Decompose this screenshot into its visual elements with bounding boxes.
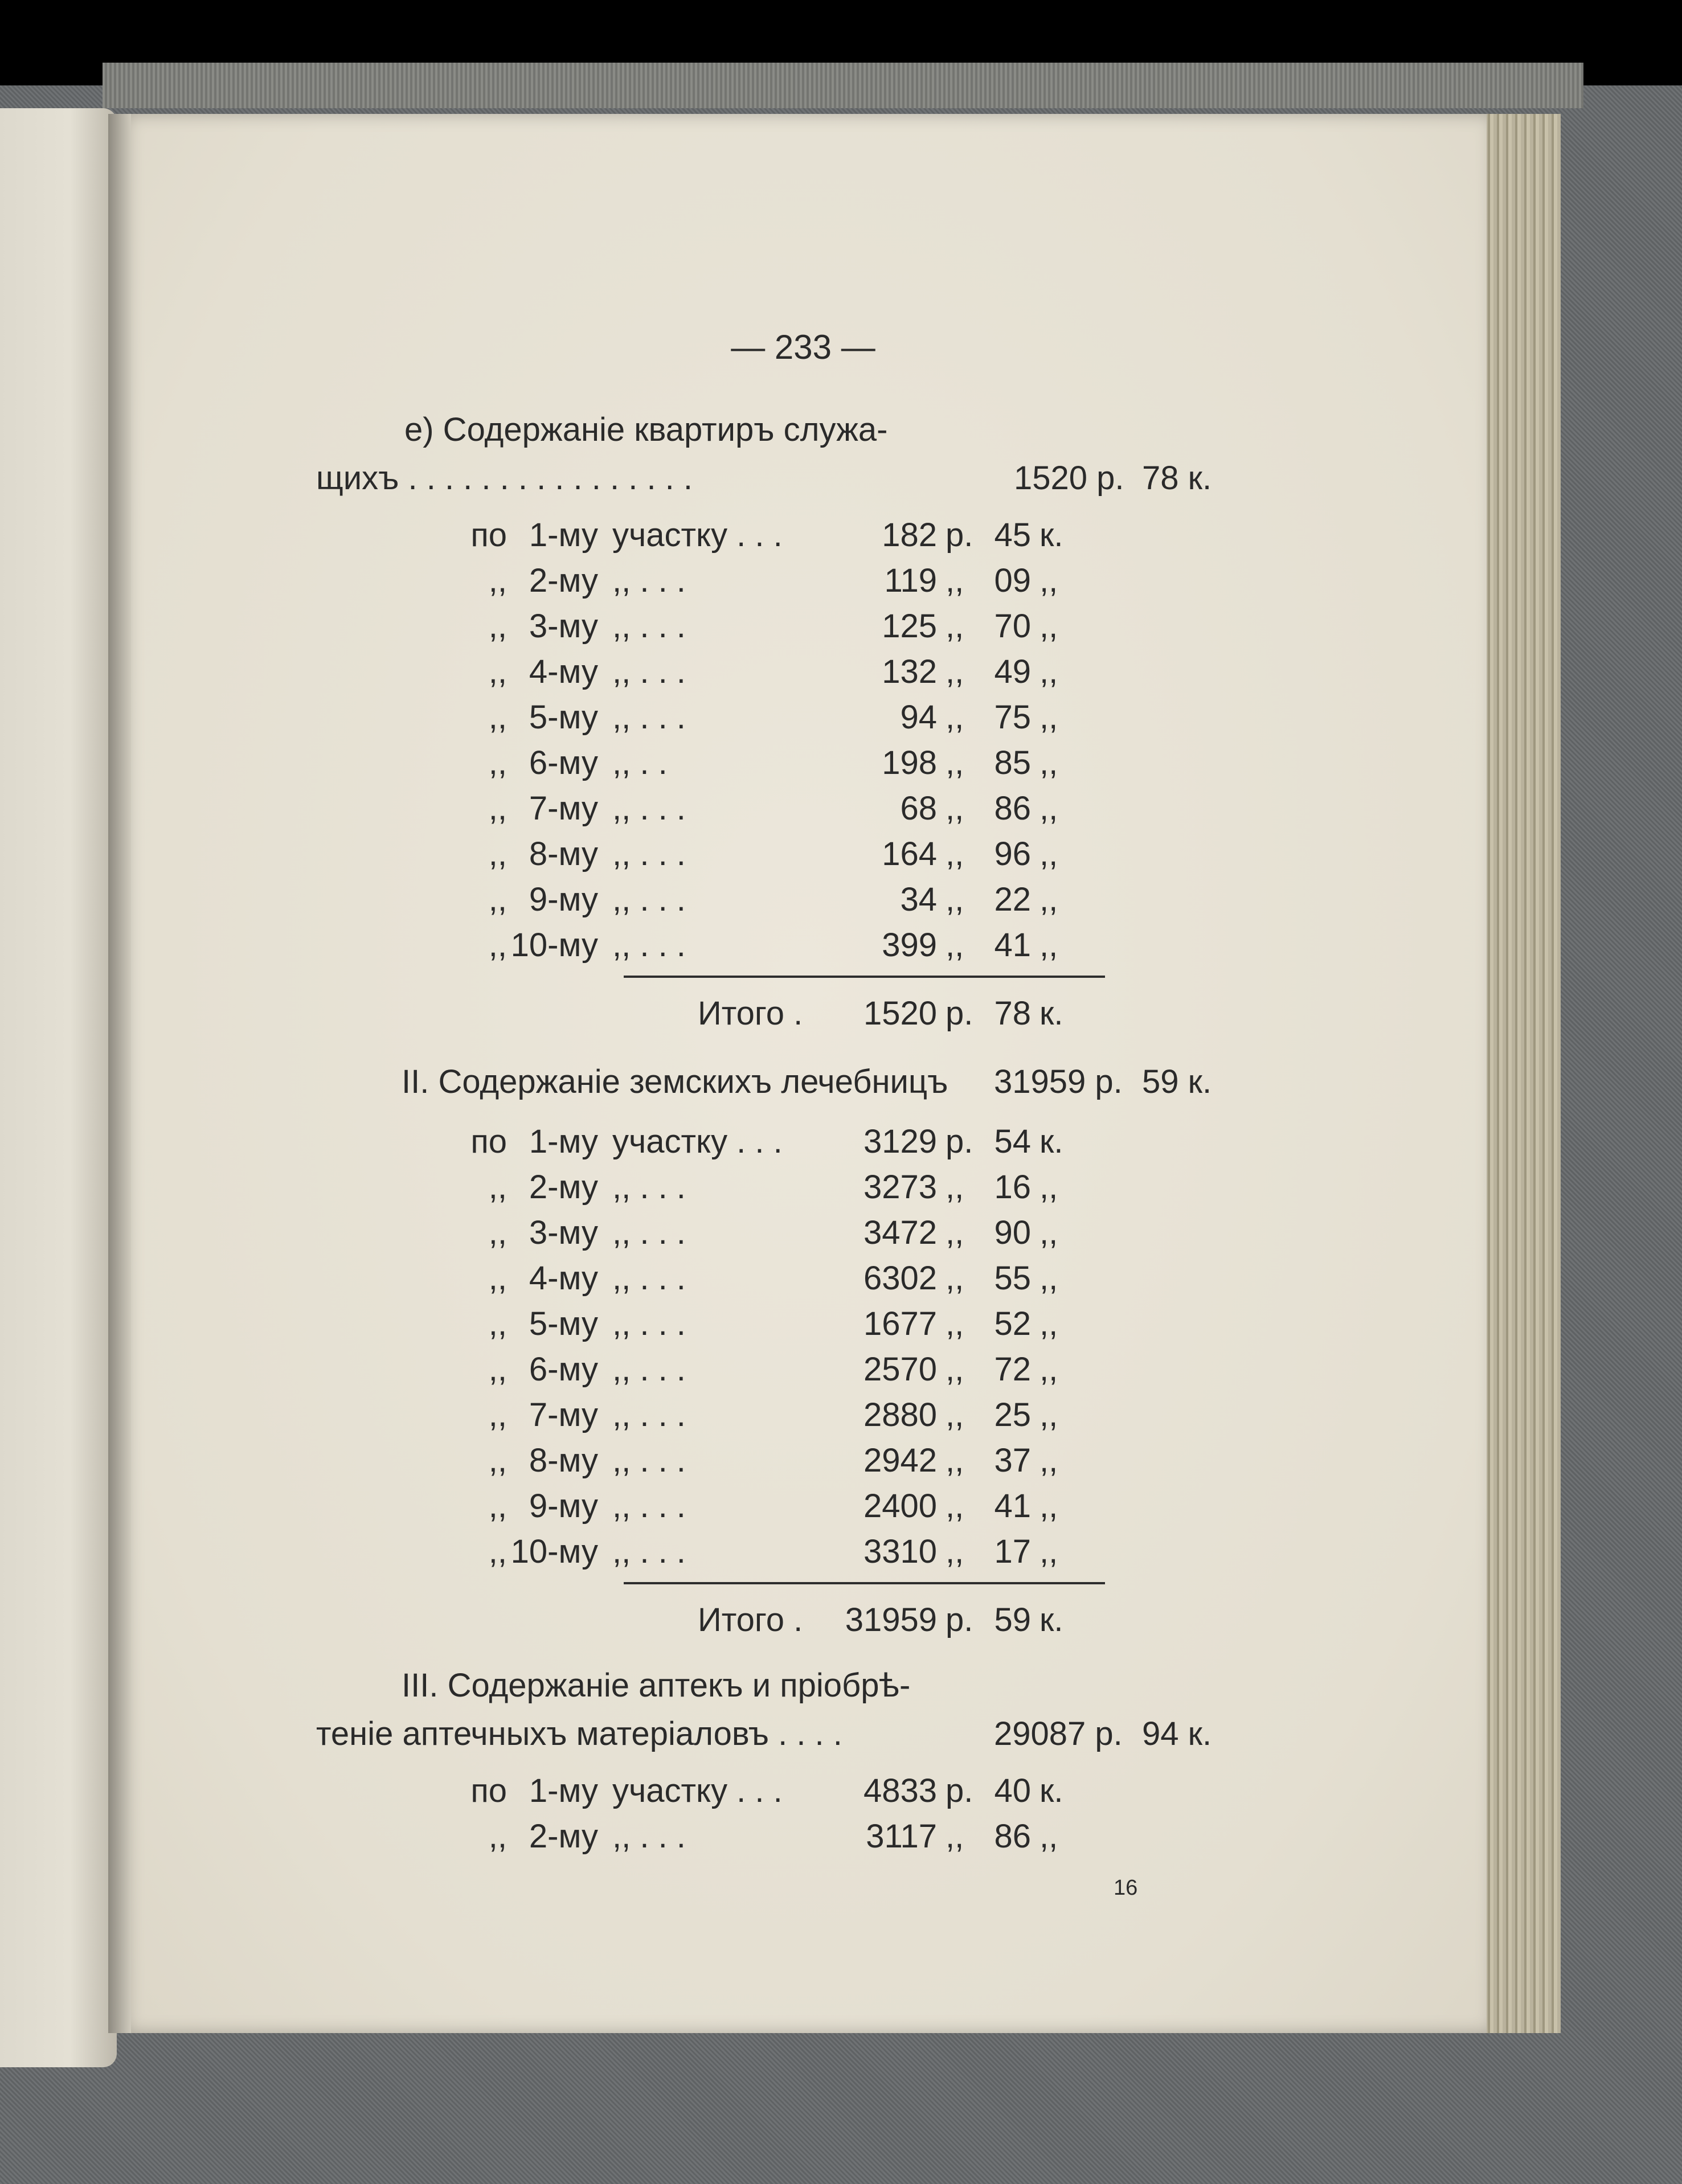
row-district-number: 8-му <box>529 1442 598 1479</box>
row-prefix: ,, <box>488 608 507 645</box>
row-district-label: ,, . . . <box>612 1351 686 1388</box>
row-prefix: по <box>470 1123 507 1160</box>
section-iii-total-kop: 94 к. <box>1142 1715 1212 1752</box>
section-e-heading-line2: щихъ . . . . . . . . . . . . . . . . <box>316 460 693 497</box>
row-rubles: 3310 <box>863 1533 937 1570</box>
itogo-rubles: 31959 <box>845 1601 937 1638</box>
row-kopeks: 54 <box>994 1123 1031 1160</box>
row-kopeks-unit: ,, <box>1040 699 1058 736</box>
row-kopeks: 70 <box>994 608 1031 645</box>
row-prefix: ,, <box>488 744 507 781</box>
row-kopeks-unit: ,, <box>1040 881 1058 918</box>
row-rubles: 399 <box>882 927 937 964</box>
row-kopeks: 25 <box>994 1396 1031 1433</box>
section-e-total-rule <box>624 976 1105 978</box>
row-kopeks-unit: ,, <box>1040 562 1058 599</box>
section-iii-heading-line2: теніе аптечныхъ матеріаловъ . . . . <box>316 1715 842 1752</box>
row-district-label: ,, . . . <box>612 790 686 827</box>
row-rubles-unit: ,, <box>946 1533 964 1570</box>
page-number: — 233 — <box>731 328 875 366</box>
row-kopeks-unit: ,, <box>1040 653 1058 690</box>
row-rubles: 125 <box>882 608 937 645</box>
row-kopeks-unit: ,, <box>1040 1533 1058 1570</box>
row-rubles: 2942 <box>863 1442 937 1479</box>
row-rubles-unit: р. <box>946 1123 973 1160</box>
section-iii-heading-line1: III. Содержаніе аптекъ и пріобрѣ- <box>402 1667 911 1704</box>
row-rubles: 6302 <box>863 1260 937 1297</box>
row-rubles-unit: ,, <box>946 835 964 872</box>
row-kopeks-unit: ,, <box>1040 790 1058 827</box>
row-rubles: 2400 <box>863 1488 937 1525</box>
section-iii-total: 29087 р. <box>994 1715 1123 1752</box>
section-e-total-kop: 78 к. <box>1142 460 1212 497</box>
row-kopeks: 86 <box>994 1818 1031 1855</box>
row-district-label: ,, . . . <box>612 653 686 690</box>
row-prefix: по <box>470 1772 507 1809</box>
row-district-number: 1-му <box>529 1123 598 1160</box>
row-rubles-unit: ,, <box>946 699 964 736</box>
row-rubles: 164 <box>882 835 937 872</box>
row-district-label: ,, . . . <box>612 1488 686 1525</box>
row-prefix: ,, <box>488 1305 507 1342</box>
row-district-number: 3-му <box>529 1214 598 1251</box>
row-prefix: ,, <box>488 790 507 827</box>
row-district-label: ,, . . . <box>612 1533 686 1570</box>
row-rubles: 198 <box>882 744 937 781</box>
row-kopeks: 49 <box>994 653 1031 690</box>
row-rubles-unit: ,, <box>946 790 964 827</box>
row-prefix: ,, <box>488 1533 507 1570</box>
row-rubles-unit: ,, <box>946 744 964 781</box>
row-rubles: 3472 <box>863 1214 937 1251</box>
row-prefix: ,, <box>488 1396 507 1433</box>
row-district-label: ,, . . . <box>612 1214 686 1251</box>
row-rubles-unit: р. <box>946 1772 973 1809</box>
row-kopeks: 75 <box>994 699 1031 736</box>
row-district-label: ,, . . . <box>612 1442 686 1479</box>
row-kopeks-unit: ,, <box>1040 608 1058 645</box>
row-prefix: ,, <box>488 699 507 736</box>
row-district-number: 9-му <box>529 881 598 918</box>
itogo-label: Итого . <box>698 1601 803 1638</box>
itogo-kopeks-unit: к. <box>1040 995 1063 1032</box>
row-district-number: 1-му <box>529 1772 598 1809</box>
row-district-label: ,, . . . <box>612 1396 686 1433</box>
row-kopeks-unit: ,, <box>1040 1818 1058 1855</box>
signature-mark: 16 <box>1114 1876 1138 1900</box>
row-district-label: ,, . . . <box>612 699 686 736</box>
row-kopeks-unit: ,, <box>1040 1442 1058 1479</box>
row-district-number: 10-му <box>510 1533 598 1570</box>
row-kopeks-unit: ,, <box>1040 927 1058 964</box>
row-kopeks: 09 <box>994 562 1031 599</box>
row-rubles-unit: ,, <box>946 1260 964 1297</box>
row-district-number: 1-му <box>529 517 598 554</box>
row-rubles-unit: ,, <box>946 1488 964 1525</box>
row-district-label: участку . . . <box>612 1772 783 1809</box>
row-district-label: ,, . . . <box>612 562 686 599</box>
row-prefix: ,, <box>488 1442 507 1479</box>
row-rubles-unit: ,, <box>946 608 964 645</box>
row-rubles: 3129 <box>863 1123 937 1160</box>
section-e-total: 1520 р. <box>1014 460 1124 497</box>
row-rubles-unit: ,, <box>946 927 964 964</box>
row-rubles: 94 <box>900 699 937 736</box>
row-kopeks-unit: к. <box>1040 517 1063 554</box>
row-kopeks-unit: ,, <box>1040 1305 1058 1342</box>
row-prefix: ,, <box>488 1260 507 1297</box>
row-district-label: ,, . . . <box>612 1169 686 1206</box>
row-rubles: 3273 <box>863 1169 937 1206</box>
row-district-number: 7-му <box>529 790 598 827</box>
row-rubles-unit: р. <box>946 517 973 554</box>
row-rubles: 4833 <box>863 1772 937 1809</box>
row-kopeks-unit: ,, <box>1040 1169 1058 1206</box>
row-kopeks: 17 <box>994 1533 1031 1570</box>
row-kopeks-unit: ,, <box>1040 1488 1058 1525</box>
row-rubles: 3117 <box>866 1818 937 1855</box>
row-rubles: 182 <box>882 517 937 554</box>
itogo-rubles: 1520 <box>863 995 937 1032</box>
row-prefix: ,, <box>488 835 507 872</box>
row-kopeks-unit: к. <box>1040 1123 1063 1160</box>
section-e-heading-line1: е) Содержаніе квартиръ служа- <box>404 411 888 448</box>
section-ii-heading: II. Содержаніе земскихъ лечебницъ <box>402 1063 948 1100</box>
row-kopeks: 85 <box>994 744 1031 781</box>
row-kopeks: 22 <box>994 881 1031 918</box>
row-prefix: ,, <box>488 1351 507 1388</box>
row-rubles: 2880 <box>863 1396 937 1433</box>
row-district-number: 4-му <box>529 1260 598 1297</box>
row-kopeks: 45 <box>994 517 1031 554</box>
row-prefix: ,, <box>488 1169 507 1206</box>
row-district-number: 6-му <box>529 1351 598 1388</box>
row-rubles-unit: ,, <box>946 1305 964 1342</box>
row-kopeks-unit: ,, <box>1040 1351 1058 1388</box>
row-kopeks: 90 <box>994 1214 1031 1251</box>
itogo-label: Итого . <box>698 995 803 1032</box>
row-kopeks: 52 <box>994 1305 1031 1342</box>
row-kopeks-unit: ,, <box>1040 1214 1058 1251</box>
row-rubles-unit: ,, <box>946 1214 964 1251</box>
row-kopeks: 96 <box>994 835 1031 872</box>
row-district-number: 3-му <box>529 608 598 645</box>
row-rubles-unit: ,, <box>946 1351 964 1388</box>
row-rubles: 34 <box>900 881 937 918</box>
row-district-label: ,, . . . <box>612 1305 686 1342</box>
row-rubles: 1677 <box>863 1305 937 1342</box>
row-rubles: 132 <box>882 653 937 690</box>
row-district-label: ,, . . <box>612 744 668 781</box>
row-prefix: ,, <box>488 653 507 690</box>
row-district-label: ,, . . . <box>612 1818 686 1855</box>
itogo-rubles-unit: р. <box>946 995 973 1032</box>
row-district-number: 2-му <box>529 1818 598 1855</box>
row-district-label: участку . . . <box>612 1123 783 1160</box>
row-kopeks-unit: ,, <box>1040 1396 1058 1433</box>
row-kopeks-unit: к. <box>1040 1772 1063 1809</box>
row-kopeks-unit: ,, <box>1040 744 1058 781</box>
row-rubles-unit: ,, <box>946 1818 964 1855</box>
row-district-number: 5-му <box>529 699 598 736</box>
itogo-rubles-unit: р. <box>946 1601 973 1638</box>
row-district-number: 6-му <box>529 744 598 781</box>
row-prefix: по <box>470 517 507 554</box>
row-kopeks: 37 <box>994 1442 1031 1479</box>
row-kopeks: 16 <box>994 1169 1031 1206</box>
row-kopeks: 55 <box>994 1260 1031 1297</box>
row-kopeks: 72 <box>994 1351 1031 1388</box>
row-rubles-unit: ,, <box>946 653 964 690</box>
row-prefix: ,, <box>488 1214 507 1251</box>
row-rubles-unit: ,, <box>946 1442 964 1479</box>
row-prefix: ,, <box>488 1818 507 1855</box>
row-prefix: ,, <box>488 1488 507 1525</box>
row-prefix: ,, <box>488 881 507 918</box>
row-district-label: ,, . . . <box>612 881 686 918</box>
row-rubles-unit: ,, <box>946 1396 964 1433</box>
row-district-number: 10-му <box>510 927 598 964</box>
row-rubles-unit: ,, <box>946 881 964 918</box>
row-rubles-unit: ,, <box>946 562 964 599</box>
row-kopeks-unit: ,, <box>1040 835 1058 872</box>
row-district-number: 5-му <box>529 1305 598 1342</box>
row-kopeks: 41 <box>994 927 1031 964</box>
itogo-kopeks: 59 <box>994 1601 1031 1638</box>
itogo-kopeks-unit: к. <box>1040 1601 1063 1638</box>
row-prefix: ,, <box>488 927 507 964</box>
row-kopeks: 41 <box>994 1488 1031 1525</box>
section-ii-total: 31959 р. <box>994 1063 1123 1100</box>
row-district-label: ,, . . . <box>612 835 686 872</box>
row-district-number: 2-му <box>529 1169 598 1206</box>
row-rubles: 2570 <box>863 1351 937 1388</box>
row-district-label: участку . . . <box>612 517 783 554</box>
row-district-number: 9-му <box>529 1488 598 1525</box>
row-district-number: 2-му <box>529 562 598 599</box>
itogo-kopeks: 78 <box>994 995 1031 1032</box>
row-district-number: 8-му <box>529 835 598 872</box>
row-district-label: ,, . . . <box>612 608 686 645</box>
row-prefix: ,, <box>488 562 507 599</box>
row-rubles: 119 <box>884 562 937 599</box>
section-ii-total-kop: 59 к. <box>1142 1063 1212 1100</box>
row-kopeks-unit: ,, <box>1040 1260 1058 1297</box>
row-district-label: ,, . . . <box>612 927 686 964</box>
section-ii-total-rule <box>624 1582 1105 1584</box>
row-rubles: 68 <box>900 790 937 827</box>
row-district-label: ,, . . . <box>612 1260 686 1297</box>
row-district-number: 4-му <box>529 653 598 690</box>
row-district-number: 7-му <box>529 1396 598 1433</box>
row-kopeks: 86 <box>994 790 1031 827</box>
row-rubles-unit: ,, <box>946 1169 964 1206</box>
row-kopeks: 40 <box>994 1772 1031 1809</box>
